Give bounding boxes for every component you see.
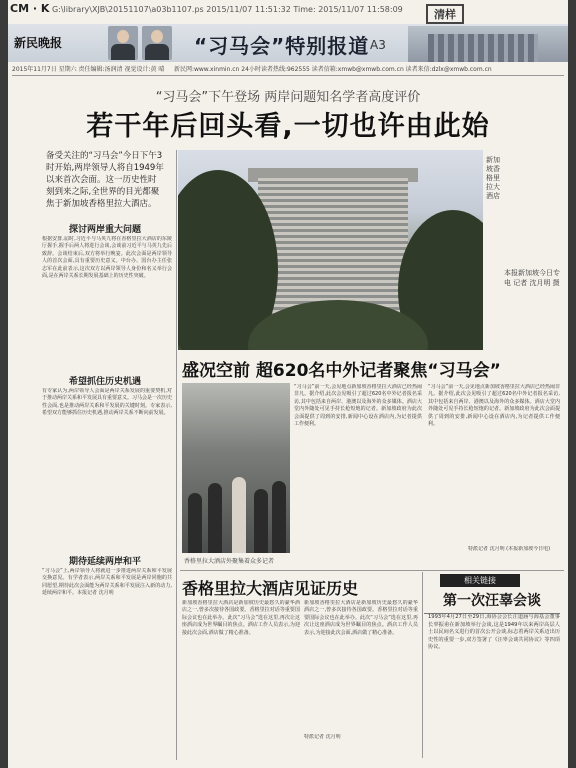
- second-byline: 特派记者 沈月明 (本报新加坡今日电): [468, 546, 551, 552]
- main-kicker: “习马会”下午登场 两岸问题知名学者高度评价: [155, 90, 421, 105]
- person: [254, 489, 268, 553]
- section-divider: [180, 570, 564, 571]
- newspaper-logo: 新民晚报: [14, 36, 63, 50]
- third-body-col1: 新加坡香格里拉大酒店是新加坡历史最悠久的豪华酒店之一,曾多次接待各国政要。香格里拉对话等重要国际会议也在此举办。此次“习马会”选在这里,再次让这座酒店成为世界瞩目的焦点。酒店工作人员表示,为迎接此次会面,酒店做了精心准备。: [182, 600, 300, 636]
- newspaper-page: [8, 0, 568, 768]
- person: [208, 483, 222, 553]
- photo-caption: 本报新加坡今日专电 记者 沈月明 摄: [504, 269, 560, 287]
- masthead: [8, 24, 568, 62]
- info-bar: 2015年11月7日 星期六 责任编辑:汤润清 视觉设计:黄 晴 新民网:www.xinmin.cn 24小时读者热线:962555 读者信箱:xmwb@xmwb.com.cn 读者来信:dzlx@xmwb.com.cn: [12, 64, 564, 76]
- third-headline: 香格里拉大酒店见证历史: [182, 579, 359, 598]
- main-body-3: “习马会”上,两岸领导人将就进一步推进两岸关系和平发展交换意见。有学者表示,两岸关系和平发展是两岸同胞的共同愿望,期待此次会面能为两岸关系和平发展注入新的动力,延续两岸和平。本报记者 沈月明: [42, 568, 172, 597]
- crowd-photo-caption: 香格里拉大酒店外聚集着众多记者: [184, 558, 275, 565]
- person: [232, 477, 246, 553]
- special-report-title: “习马会”特别报道: [194, 34, 370, 58]
- page-number: A3: [370, 38, 386, 52]
- sidebar-body: 1993年4月27日至29日,海协会会长汪道涵与海基会董事长辜振甫在新加坡举行会谈,这是1949年以来两岸高层人士以民间名义进行的首次公开会谈,标志着两岸关系迈出历史性的重要一步,双方签署了《汪辜会谈共同协议》等四项协议。: [428, 614, 560, 651]
- second-headline: 盛况空前 超620名中外记者聚焦“习马会”: [182, 361, 501, 381]
- print-metadata: CM · K G:\library\XJB\20151107\a03b1107.ps 2015/11/07 11:51:32 Time: 2015/11/07 11:58:09: [10, 2, 403, 15]
- third-body-col2: 新加坡香格里拉大酒店是新加坡历史最悠久的豪华酒店之一,曾多次接待各国政要。香格里拉对话等重要国际会议也在此举办。此次“习马会”选在这里,再次让这座酒店成为世界瞩目的焦点。酒店工作人员表示,为迎接此次会面,酒店做了精心准备。: [304, 600, 418, 636]
- main-body-2: 有专家认为,两岸领导人会面是两岸关系发展的重要契机,对于推动两岸关系和平发展具有重要意义。习马会是一次历史性会面,也是推动两岸关系和平发展的关键时刻。专家表示,希望双方能够抓住历史机遇,推动两岸关系不断向前发展。: [42, 388, 172, 417]
- subhead-3: 期待延续两岸和平: [68, 557, 141, 567]
- skyline-banner-image: [408, 26, 568, 62]
- sidebar-divider: [422, 572, 423, 758]
- leader-portrait-left: [108, 26, 138, 60]
- photo-vertical-caption: 新加坡香格里拉大酒店: [486, 156, 500, 200]
- main-lead: 备受关注的“习马会”今日下午3时开始,两岸领导人将自1949年以来首次会面。这一历史性时刻到来之际,全世界的目光都聚焦于新加坡香格里拉大酒店。: [46, 151, 164, 209]
- second-body-col1: “习马会”前一天,会见地点新加坡香格里拉大酒店已经热闹非凡。据介绍,此次会见吸引了超过620名中外记者报名采访,其中包括来自两岸、港澳以及海外的众多媒体。酒店大堂内外随处可见手持长枪短炮的记者。新加坡政府为此次会面提供了周到的安排,新闻中心设在酒店内,为记者提供工作便利。: [294, 384, 422, 428]
- hotel-photo: [178, 150, 483, 350]
- main-headline: 若干年后回头看,一切也许由此始: [86, 111, 490, 142]
- person: [272, 481, 286, 553]
- sidebar-headline: 第一次汪辜会谈: [424, 590, 560, 614]
- subhead-1: 探讨两岸重大问题: [68, 225, 141, 235]
- press-crowd-photo: [182, 383, 290, 553]
- main-body-1: 根据安排,届时,习近平与马英九将在香格里拉大酒店的东陵厅握手,握手后两人将进行会谈,会谈前习近平与马英九先后致辞。会谈结束后,双方将举行晚宴。此次会面是两岸领导人的首次会面,具有重要历史意义。中台办、国台办主任张志军在此前表示,这次双方以两岸领导人身份和名义举行会面,是在两岸关系长期发展基础上的历史性突破。: [42, 236, 172, 280]
- column-divider: [176, 150, 177, 760]
- third-byline: 特派记者 沈月明: [304, 734, 341, 740]
- second-body-col2: “习马会”前一天,会见地点新加坡香格里拉大酒店已经热闹非凡。据介绍,此次会见吸引了超过620名中外记者报名采访,其中包括来自两岸、港澳以及海外的众多媒体。酒店大堂内外随处可见手持长枪短炮的记者。新加坡政府为此次会面提供了周到的安排,新闻中心设在酒店内,为记者提供工作便利。: [428, 384, 560, 428]
- subhead-2: 希望抓住历史机遇: [68, 377, 141, 387]
- proof-stamp: 清样: [426, 4, 464, 24]
- related-link-tag: 相关链接: [440, 574, 520, 587]
- person: [188, 493, 202, 553]
- leader-portrait-right: [142, 26, 172, 60]
